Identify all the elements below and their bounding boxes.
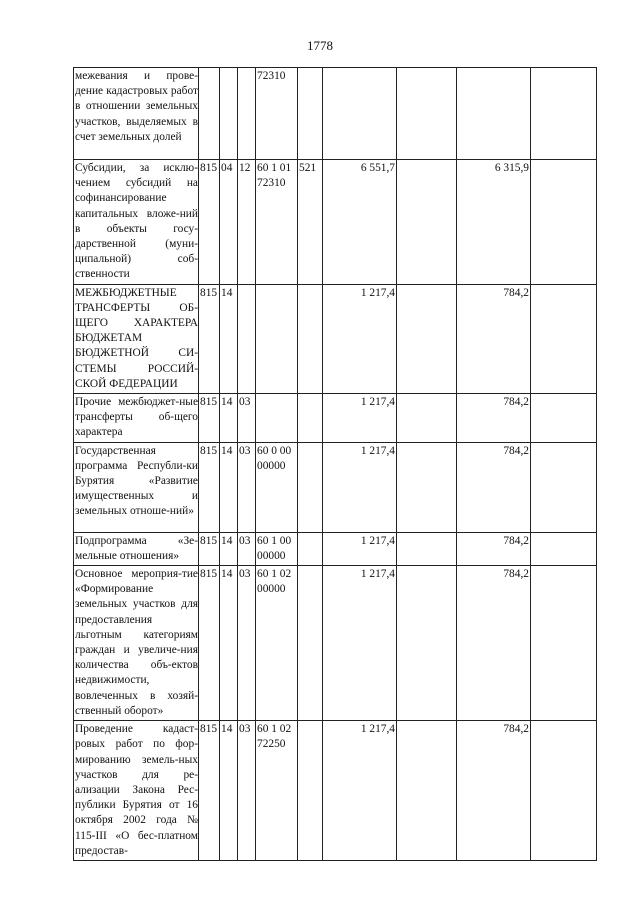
row-name: Проведение кадаст-ровых работ по фор-мированию земель-ных участков для ре-ализации Закона Рес-публики Бурятия от 16 октября 2002 года № 115-III «О бес-платном предостав- xyxy=(74,721,199,861)
empty-cell xyxy=(531,284,597,393)
expense-type-code xyxy=(298,721,323,861)
section-code: 14 xyxy=(220,566,238,721)
empty-cell xyxy=(397,394,457,443)
table-row xyxy=(74,721,597,861)
amount-year-2: 784,2 xyxy=(457,442,531,532)
empty-cell xyxy=(397,442,457,532)
empty-cell xyxy=(531,442,597,532)
expense-type-code: 521 xyxy=(298,160,323,285)
section-code: 14 xyxy=(220,394,238,443)
empty-cell xyxy=(397,284,457,393)
subsection-code: 12 xyxy=(238,160,256,285)
empty-cell xyxy=(531,160,597,285)
table-row xyxy=(74,532,597,565)
empty-cell xyxy=(531,394,597,443)
ministry-code: 815 xyxy=(199,532,220,565)
target-article-code xyxy=(256,394,298,443)
amount-year-1: 1 217,4 xyxy=(323,394,397,443)
section-code: 14 xyxy=(220,442,238,532)
amount-year-1: 1 217,4 xyxy=(323,566,397,721)
section-code: 04 xyxy=(220,160,238,285)
target-article-code: 72310 xyxy=(256,68,298,160)
amount-year-2: 784,2 xyxy=(457,284,531,393)
table-row xyxy=(74,160,597,285)
empty-cell xyxy=(531,566,597,721)
empty-cell xyxy=(397,566,457,721)
expense-type-code xyxy=(298,532,323,565)
empty-cell xyxy=(397,160,457,285)
table-row xyxy=(74,394,597,443)
table-body xyxy=(74,68,597,861)
amount-year-2: 6 315,9 xyxy=(457,160,531,285)
amount-year-1: 1 217,4 xyxy=(323,284,397,393)
row-name: Прочие межбюджет-ные трансферты об-щего характера xyxy=(74,394,199,443)
budget-table xyxy=(73,67,597,861)
table-row xyxy=(74,284,597,393)
section-code: 14 xyxy=(220,284,238,393)
subsection-code xyxy=(238,68,256,160)
amount-year-2: 784,2 xyxy=(457,532,531,565)
amount-year-1: 6 551,7 xyxy=(323,160,397,285)
empty-cell xyxy=(397,532,457,565)
expense-type-code xyxy=(298,68,323,160)
target-article-code xyxy=(256,284,298,393)
subsection-code: 03 xyxy=(238,442,256,532)
amount-year-1: 1 217,4 xyxy=(323,721,397,861)
subsection-code: 03 xyxy=(238,394,256,443)
empty-cell xyxy=(531,721,597,861)
row-name: Субсидии, за исклю-чением субсидий на софинансирование капитальных вложе-ний в объекты госу-дарственной (муни-ципальной) соб-ственности xyxy=(74,160,199,285)
target-article-code: 60 1 00 00000 xyxy=(256,532,298,565)
subsection-code: 03 xyxy=(238,566,256,721)
section-code: 14 xyxy=(220,721,238,861)
amount-year-1: 1 217,4 xyxy=(323,532,397,565)
amount-year-2: 784,2 xyxy=(457,721,531,861)
expense-type-code xyxy=(298,442,323,532)
expense-type-code xyxy=(298,284,323,393)
empty-cell xyxy=(397,721,457,861)
amount-year-1: 1 217,4 xyxy=(323,442,397,532)
subsection-code: 03 xyxy=(238,532,256,565)
target-article-code: 60 1 02 72250 xyxy=(256,721,298,861)
ministry-code: 815 xyxy=(199,284,220,393)
section-code: 14 xyxy=(220,532,238,565)
subsection-code xyxy=(238,284,256,393)
expense-type-code xyxy=(298,566,323,721)
row-name: Основное мероприя-тие «Формирование земельных участков для предоставления льготным категориям граждан и увеличе-ния количества объ-ектов недвижимости, вовлеченных в хозяй-ственный оборот» xyxy=(74,566,199,721)
expense-type-code xyxy=(298,394,323,443)
ministry-code xyxy=(199,68,220,160)
ministry-code: 815 xyxy=(199,394,220,443)
empty-cell xyxy=(531,68,597,160)
ministry-code: 815 xyxy=(199,721,220,861)
page-number: 1778 xyxy=(307,38,333,53)
row-name: МЕЖБЮДЖЕТНЫЕ ТРАНСФЕРТЫ ОБ-ЩЕГО ХАРАКТЕРА БЮДЖЕТАМ БЮДЖЕТНОЙ СИ-СТЕМЫ РОССИЙ-СКОЙ ФЕДЕРАЦИИ xyxy=(74,284,199,393)
empty-cell xyxy=(397,68,457,160)
ministry-code: 815 xyxy=(199,160,220,285)
table-row xyxy=(74,566,597,721)
ministry-code: 815 xyxy=(199,566,220,721)
empty-cell xyxy=(531,532,597,565)
amount-year-2: 784,2 xyxy=(457,394,531,443)
target-article-code: 60 0 00 00000 xyxy=(256,442,298,532)
target-article-code: 60 1 01 72310 xyxy=(256,160,298,285)
section-code xyxy=(220,68,238,160)
table-row xyxy=(74,442,597,532)
subsection-code: 03 xyxy=(238,721,256,861)
row-name: Государственная программа Республи-ки Бурятия «Развитие имущественных и земельных отноше-ний» xyxy=(74,442,199,532)
amount-year-2 xyxy=(457,68,531,160)
amount-year-2: 784,2 xyxy=(457,566,531,721)
target-article-code: 60 1 02 00000 xyxy=(256,566,298,721)
row-name: межевания и прове-дение кадастровых работ в отношении земельных участков, выделяемых в счет земельных долей xyxy=(74,68,199,160)
ministry-code: 815 xyxy=(199,442,220,532)
table-row xyxy=(74,68,597,160)
row-name: Подпрограмма «Зе-мельные отношения» xyxy=(74,532,199,565)
amount-year-1 xyxy=(323,68,397,160)
